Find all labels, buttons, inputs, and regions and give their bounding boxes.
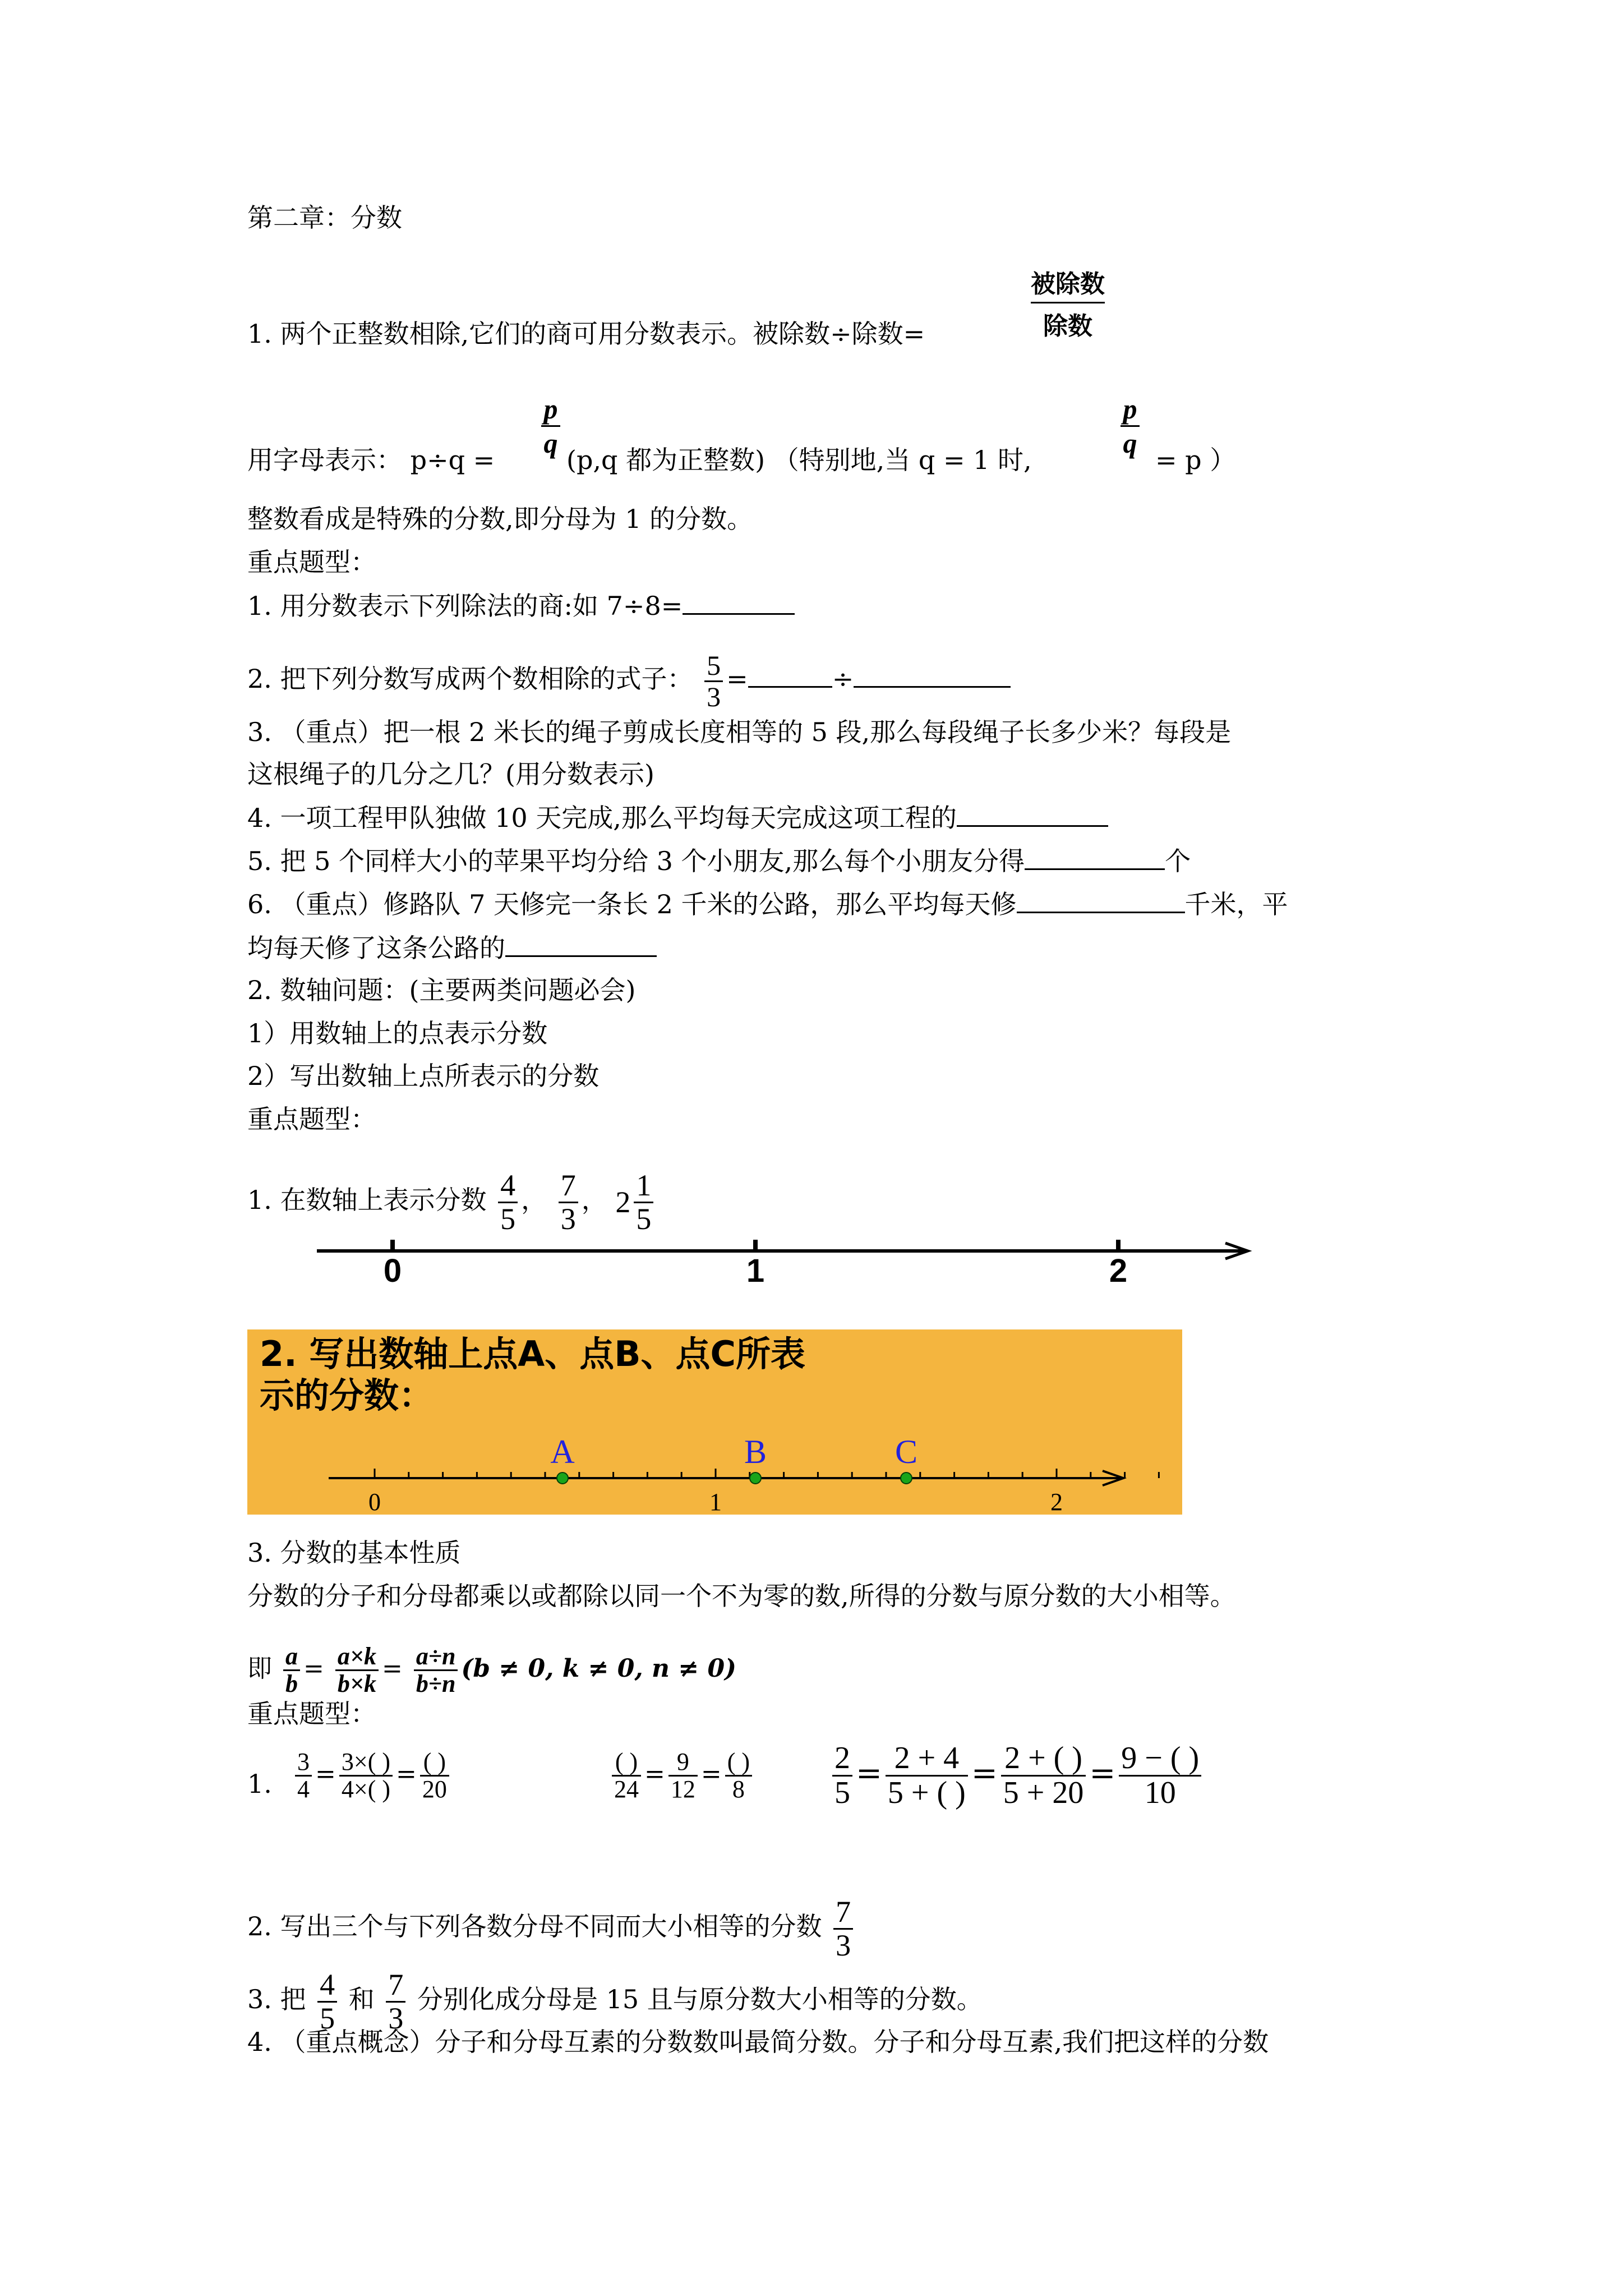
fraction-numerator: 2 — [834, 1741, 850, 1775]
list-item-text: 1）用数轴上的点表示分数 — [247, 1018, 548, 1048]
fraction-denominator: q — [1123, 427, 1137, 459]
fraction-denominator: 5 — [320, 2001, 335, 2035]
s3-title — [247, 1536, 461, 1570]
fraction-denominator: 3 — [707, 680, 721, 712]
tick-label-2: 2 — [1109, 1253, 1128, 1289]
fraction-numerator: 4 — [320, 1968, 335, 2001]
fraction-blank-8[interactable] — [725, 1749, 752, 1802]
list-item-text: 2）写出数轴上点所表示的分数 — [247, 1061, 600, 1091]
minor-ticks — [375, 1469, 1159, 1478]
fraction-an-bn — [414, 1644, 458, 1697]
box-title-line-1: 2. 写出数轴上点A、点B、点C所表 — [260, 1333, 806, 1374]
key-types-heading — [247, 545, 376, 579]
equals-sign: = — [396, 1760, 417, 1789]
equals-sign: = — [381, 1654, 403, 1683]
fraction-denominator: b — [285, 1670, 298, 1698]
equals-sign: = — [971, 1755, 998, 1792]
fraction-denominator: 3 — [560, 1202, 576, 1236]
mixed-whole: 2 — [615, 1185, 631, 1220]
s1-question-3-line-1 — [247, 715, 1231, 749]
fraction-blank-20[interactable] — [420, 1749, 449, 1802]
fraction-numerator: a÷n — [416, 1642, 456, 1670]
number-line-2 — [247, 1414, 1182, 1515]
separator: ， — [521, 1185, 547, 1216]
fraction-denominator: 12 — [670, 1775, 695, 1803]
equals-sign: = — [856, 1755, 882, 1792]
tick-label-0: 0 — [383, 1253, 402, 1289]
fraction-5-3 — [704, 651, 723, 711]
p-over-q-fraction — [541, 393, 560, 459]
equation-2 — [608, 1749, 755, 1802]
answer-blank[interactable] — [748, 664, 832, 688]
question-text: 1. 用分数表示下列除法的商:如 7÷8= — [247, 591, 683, 621]
question-text: 4. 一项工程甲队独做 10 天完成,那么平均每天完成这项工程的 — [247, 803, 957, 833]
answer-blank[interactable] — [957, 803, 1108, 827]
letter-form-c: = p ） — [1155, 445, 1236, 475]
fraction-numerator: 3×( ) — [341, 1748, 390, 1775]
equals-sign: = — [315, 1760, 336, 1789]
fraction-a-b — [283, 1644, 300, 1697]
fraction-denominator: 8 — [732, 1775, 745, 1803]
question-text: 2. 写出三个与下列各数分母不同而大小相等的分数 — [247, 1911, 822, 1942]
question-text: 6. （重点）修路队 7 天修完一条长 2 千米的公路，那么平均每天修 — [247, 889, 1017, 919]
fraction-numerator: ( ) — [615, 1748, 638, 1775]
s2-item-2 — [247, 1059, 599, 1093]
tick-label-0: 0 — [368, 1488, 381, 1515]
tick-label-1: 1 — [746, 1253, 765, 1289]
fraction-denominator: 除数 — [1043, 312, 1092, 341]
fraction-3-4 — [295, 1749, 312, 1802]
fraction-numerator: p — [1123, 393, 1137, 425]
question-text: 4. （重点概念）分子和分母互素的分数数叫最简分数。分子和分母互素,我们把这样的分数 — [247, 2027, 1269, 2057]
s2-key-types — [247, 1102, 376, 1136]
fraction-ak-bk — [335, 1644, 379, 1697]
s1-intro-line — [247, 317, 925, 351]
s1-intro-text: 1. 两个正整数相除,它们的商可用分数表示。被除数÷除数= — [247, 319, 925, 349]
question-text: 这根绳子的几分之几？(用分数表示) — [247, 759, 654, 789]
fraction-2pblank-5p20[interactable] — [1001, 1742, 1086, 1810]
answer-blank[interactable] — [1017, 889, 1185, 913]
equals-sign: = — [303, 1654, 324, 1683]
key-types-text: 重点题型： — [247, 547, 376, 577]
question-text-tail: 分别化成分母是 15 且与原分数大小相等的分数。 — [417, 1984, 983, 2015]
fraction-numerator: ( ) — [727, 1748, 750, 1775]
equals-sign: = — [700, 1760, 722, 1789]
answer-blank[interactable] — [1025, 846, 1165, 870]
fraction-denominator: 4 — [297, 1775, 310, 1803]
question-text-tail: 千米，平 — [1184, 889, 1288, 919]
divide-sign: ÷ — [832, 664, 854, 694]
s1-question-6-line-1 — [247, 887, 1288, 921]
fraction-numerator: 9 − ( ) — [1121, 1741, 1200, 1775]
number-line-problem-box — [247, 1329, 1182, 1515]
s3-question-4 — [247, 2025, 1269, 2059]
fraction-numerator: ( ) — [423, 1748, 446, 1775]
question-number: 1. — [247, 1769, 272, 1799]
point-label-c: C — [895, 1433, 918, 1470]
s1-question-1 — [247, 589, 795, 623]
fraction-denominator: 5 + 20 — [1003, 1775, 1084, 1810]
key-types-text: 重点题型： — [247, 1104, 376, 1134]
fraction-denominator: 4×( ) — [341, 1775, 390, 1803]
fraction-numerator: p — [543, 393, 558, 425]
fraction-numerator: a — [285, 1642, 298, 1670]
section-title-text: 2. 数轴问题：(主要两类问题必会) — [247, 975, 636, 1005]
fraction-7-3 — [833, 1896, 853, 1961]
description-text: 分数的分子和分母都乘以或都除以同一个不为零的数,所得的分数与原分数的大小相等。 — [247, 1581, 1236, 1611]
point-c-dot — [901, 1473, 912, 1484]
equals-sign: = — [644, 1760, 665, 1789]
fraction-denominator: 20 — [422, 1775, 447, 1803]
fraction-denominator: q — [543, 427, 558, 459]
answer-blank[interactable] — [505, 933, 657, 957]
s2-title — [247, 973, 635, 1007]
fraction-numerator: a×k — [337, 1642, 376, 1670]
fraction-denominator: 5 + ( ) — [887, 1775, 966, 1810]
fraction-denominator: 5 — [834, 1775, 850, 1810]
fraction-numerator: 7 — [388, 1968, 404, 2001]
fraction-denominator: b×k — [337, 1670, 376, 1698]
question-text-tail: 个 — [1165, 846, 1191, 876]
section-title-text: 3. 分数的基本性质 — [247, 1538, 461, 1568]
separator: ， — [581, 1185, 607, 1216]
key-types-text: 重点题型： — [247, 1699, 376, 1729]
s1-question-6-line-2 — [247, 931, 657, 965]
fraction-7-3 — [386, 1969, 405, 2034]
fraction-numerator: 5 — [707, 650, 721, 681]
and-text: 和 — [348, 1984, 375, 2015]
integer-note — [247, 502, 753, 536]
fraction-denominator: 24 — [614, 1775, 639, 1803]
fraction-numerator: 3 — [297, 1748, 310, 1775]
s3-question-3 — [247, 1969, 983, 2034]
s3-key-types — [247, 1697, 376, 1731]
fraction-4-5 — [317, 1969, 337, 2034]
fraction-2-5 — [832, 1742, 852, 1810]
integer-note-text: 整数看成是特殊的分数,即分母为 1 的分数。 — [247, 504, 753, 534]
s1-question-2 — [247, 651, 1011, 711]
fraction-denominator: 3 — [388, 2001, 404, 2035]
fraction-denominator: b÷n — [416, 1670, 456, 1698]
letter-form-a: 用字母表示： p÷q = — [247, 445, 495, 475]
ji-text: 即 — [247, 1654, 272, 1683]
p-over-q-fraction-2 — [1121, 393, 1140, 459]
chapter-title-text: 第二章：分数 — [247, 203, 402, 233]
fraction-denominator: 3 — [836, 1928, 851, 1962]
s3-description — [247, 1579, 1236, 1613]
letter-form-b: (p,q 都为正整数) （特别地,当 q = 1 时, — [566, 445, 1032, 475]
fraction-blank-24[interactable] — [612, 1749, 641, 1802]
tick-label-1: 1 — [709, 1488, 722, 1515]
point-label-b: B — [744, 1433, 767, 1470]
box-title-line-2: 示的分数： — [260, 1375, 434, 1416]
tick-label-2: 2 — [1050, 1488, 1063, 1515]
s1-question-4 — [247, 801, 1108, 835]
fraction-denominator: 5 — [636, 1202, 652, 1236]
equals-sign: = — [1089, 1755, 1116, 1792]
question-text: 3. （重点）把一根 2 米长的绳子剪成长度相等的 5 段,那么每段绳子长多少米？每段是 — [247, 717, 1232, 747]
s3-question-2 — [247, 1896, 856, 1961]
s1-question-3-line-2 — [247, 757, 654, 791]
s1-letter-line — [247, 443, 495, 477]
fraction-9mblank-10[interactable] — [1119, 1742, 1201, 1810]
s1-letter-line-c — [1155, 443, 1235, 477]
dividend-over-divisor-fraction — [1031, 264, 1105, 342]
fraction-numerator: 7 — [560, 1168, 576, 1202]
answer-blank[interactable] — [854, 664, 1011, 688]
fraction-numerator: 被除数 — [1031, 270, 1105, 298]
fraction-numerator: 2 + ( ) — [1004, 1741, 1082, 1775]
s1-letter-line-b — [566, 443, 1032, 477]
fraction-denominator: 10 — [1144, 1775, 1176, 1810]
question-text: 均每天修了这条公路的 — [247, 933, 505, 963]
point-b-dot — [750, 1473, 761, 1484]
question-text: 2. 把下列分数写成两个数相除的式子： — [247, 664, 693, 694]
fraction-9-12 — [668, 1749, 698, 1802]
fraction-numerator: 4 — [500, 1168, 516, 1202]
s1-question-5 — [247, 844, 1191, 878]
fraction-numerator: 7 — [836, 1895, 851, 1929]
answer-blank[interactable] — [683, 591, 795, 615]
fraction-blank-1[interactable] — [339, 1749, 393, 1802]
number-line-1 — [314, 1223, 1262, 1290]
point-label-a: A — [550, 1433, 575, 1470]
point-a-dot — [557, 1473, 568, 1484]
question-text: 1. 在数轴上表示分数 — [247, 1185, 487, 1216]
basic-property-formula — [247, 1644, 736, 1697]
equation-1 — [292, 1749, 453, 1802]
equals-sign: = — [726, 664, 748, 694]
s2-item-1 — [247, 1016, 547, 1050]
chapter-title — [247, 201, 402, 234]
s3-q1-label — [247, 1767, 272, 1801]
fraction-2p4-5pblank[interactable] — [886, 1742, 968, 1810]
fraction-denominator: 5 — [500, 1202, 516, 1236]
equation-3 — [829, 1742, 1205, 1810]
question-text: 3. 把 — [247, 1984, 306, 2015]
question-text: 5. 把 5 个同样大小的苹果平均分给 3 个小朋友,那么每个小朋友分得 — [247, 846, 1025, 876]
fraction-bar — [1031, 302, 1105, 303]
fraction-numerator: 1 — [636, 1168, 652, 1202]
fraction-numerator: 9 — [676, 1748, 689, 1775]
fraction-numerator: 2 + 4 — [894, 1741, 960, 1775]
formula-condition: (b ≠ 0, k ≠ 0, n ≠ 0) — [461, 1654, 736, 1683]
